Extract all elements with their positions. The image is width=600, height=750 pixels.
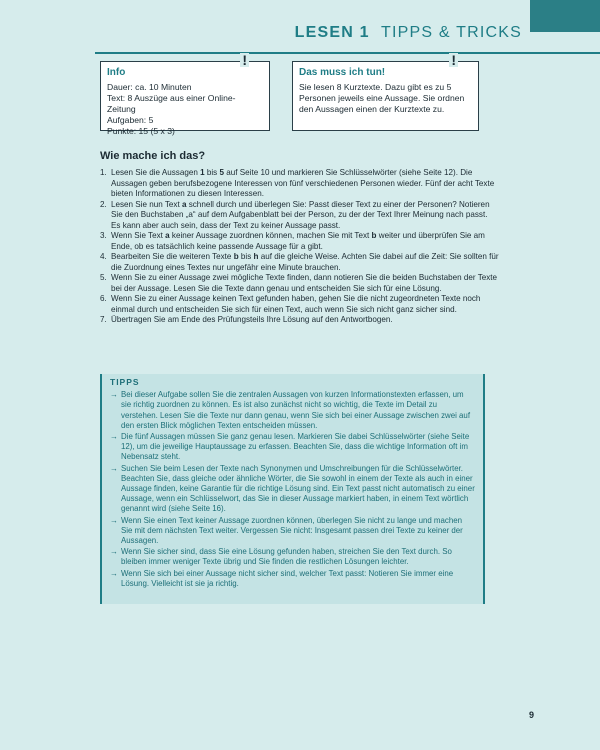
info-line: Punkte: 15 (5 x 3)	[107, 126, 175, 136]
tip-item: → Bei dieser Aufgabe sollen Sie die zentralen Aussagen von kurzen Informationstexten erfassen, um sie richtig zuordnen zu können. Es ist also zunächst nicht so wichtig, die Texte im Detail zu verstehen. Lesen Sie die Texte nur dann genau, wenn Sie sich bei einer Aussage zwischen zwei auf den ersten Blick möglichen Texten entscheiden müssen.	[110, 390, 471, 430]
must-do-box	[292, 52, 479, 131]
tips-box	[100, 374, 485, 604]
arrow-right-icon: →	[110, 463, 118, 473]
section-title: Wie mache ich das?	[100, 150, 206, 162]
step-item: 5. Wenn Sie zu einer Aussage zwei mögliche Texte finden, dann notieren Sie die beiden Buchstaben der Texte bei der Aussage. Lesen Sie die Texte dann genau und entscheiden Sie sich für eine Lösung.	[109, 273, 499, 294]
page-number: 9	[528, 710, 534, 720]
exclamation-icon: !	[451, 52, 456, 68]
must-do-text: Sie lesen 8 Kurztexte. Dazu gibt es zu 5 Personen jeweils eine Aussage. Sie ordnen den Aussagen einen der Kurztexte zu.	[299, 82, 465, 114]
step-item: 4. Bearbeiten Sie die weiteren Texte b bis h auf die gleiche Weise. Achten Sie dabei auf die Zeit: Sie sollten für die Zuordnung eines Textes nur ungefähr eine Minute brauchen.	[109, 252, 499, 273]
arrow-right-icon: →	[110, 568, 118, 578]
arrow-right-icon: →	[110, 547, 118, 557]
info-line: Text: 8 Auszüge aus einer Online-Zeitung	[107, 93, 236, 114]
info-line: Aufgaben: 5	[107, 115, 154, 125]
arrow-right-icon: →	[110, 390, 118, 400]
step-item: 1. Lesen Sie die Aussagen 1 bis 5 auf Seite 10 und markieren Sie Schlüsselwörter (siehe Seite 12). Die Aussagen geben berufsbezogene Interessen von fünf verschiedenen Personen wieder. Fünf der acht Texte bieten Informationen zu diesen Interessen.	[109, 168, 499, 200]
tip-item: → Wenn Sie sich bei einer Aussage nicht sicher sind, welcher Text passt: Notieren Sie immer eine Lösung. Vielleicht ist sie ja richtig.	[110, 568, 454, 588]
step-item: 2. Lesen Sie nun Text a schnell durch und überlegen Sie: Passt dieser Text zu einer der Personen? Notieren Sie den Buchstaben „a“ auf dem Aufgabenblatt bei der Person, zu der der Text Ihrer Meinung nach passt. Es kann aber auch sein, dass der Text zu keiner Aussage passt.	[109, 200, 499, 232]
tip-item: → Wenn Sie einen Text keiner Aussage zuordnen können, überlegen Sie nicht zu lange und machen Sie mit dem nächsten Text weiter. Vergessen Sie nicht: Insgesamt passen drei Texte zu keiner der Aussagen.	[110, 515, 463, 546]
tip-item: → Die fünf Aussagen müssen Sie ganz genau lesen. Markieren Sie dabei Schlüsselwörter (siehe Seite 12), um die jeweilige Hauptaussage zu erfassen. Beachten Sie, dass die wichtige Information oft im Nebensatz steht.	[110, 432, 470, 462]
exclamation-icon: !	[242, 52, 247, 68]
tip-item: → Suchen Sie beim Lesen der Texte nach Synonymen und Umschreibungen für die Schlüsselwörter. Beachten Sie, dass gleiche oder ähnliche Wörter, die Sie sowohl in einem der Texte als auch in einer Aussage finden, keine Garantie für die richtige Lösung sind. Ein Text passt nicht automatisch zu einer Aussage, wenn ein Schlüsselwort, das Sie in dieser Aussage markiert haben, in einem Text wörtlich genannt wird (siehe Seite 16).	[110, 463, 475, 514]
header-divider	[95, 52, 600, 54]
step-item: 6. Wenn Sie zu einer Aussage keinen Text gefunden haben, gehen Sie die nicht zugeordneten Texte noch einmal durch und entscheiden Sie sich für einen Text, auch wenn Sie sich nicht ganz sicher sind.	[109, 294, 499, 315]
header-section-label: LESEN 1	[294, 24, 370, 41]
info-box-title: Info	[107, 67, 126, 78]
tips-title: TIPPS	[110, 377, 140, 387]
tip-item: → Wenn Sie sicher sind, dass Sie eine Lösung gefunden haben, streichen Sie den Text durch. So bleiben immer weniger Texte übrig und Sie finden die restlichen Lösungen leichter.	[110, 547, 452, 567]
arrow-right-icon: →	[110, 432, 118, 442]
arrow-right-icon: →	[110, 515, 118, 525]
info-line: Dauer: ca. 10 Minuten	[107, 82, 192, 92]
must-do-title: Das muss ich tun!	[299, 67, 386, 78]
steps-list	[95, 168, 499, 326]
step-item: 7. Übertragen Sie am Ende des Prüfungsteils Ihre Lösung auf den Antwortbogen.	[109, 315, 499, 326]
header-title: TIPPS & TRICKS	[381, 24, 522, 41]
info-box	[100, 52, 270, 136]
page-header	[95, 24, 530, 50]
corner-accent-block	[530, 0, 600, 32]
step-item: 3. Wenn Sie Text a keiner Aussage zuordnen können, machen Sie mit Text b weiter und überprüfen Sie am Ende, ob es tatsächlich keine passende Aussage für a gibt.	[109, 231, 499, 252]
